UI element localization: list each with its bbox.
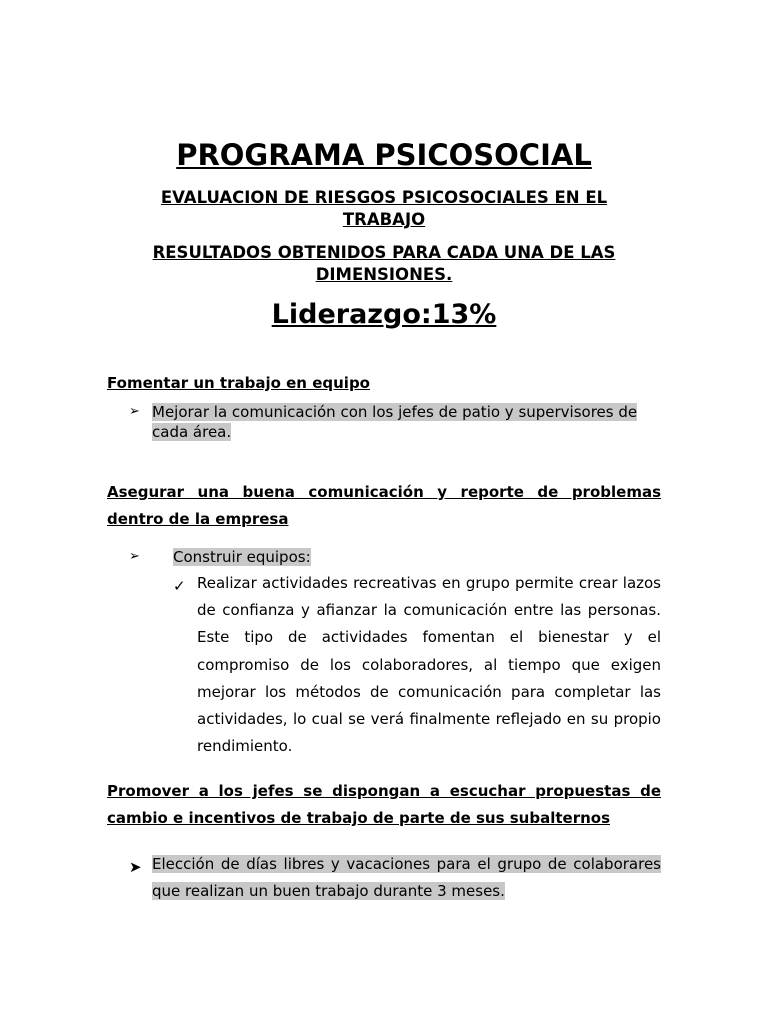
bullet-days-off-text: Elección de días libres y vacaciones para el grupo de colaborares que realizan un buen trabajo durante 3 meses.: [152, 855, 661, 900]
bullet-days-off: [152, 851, 661, 905]
checkmark-icon: ✓: [173, 577, 186, 595]
dimension-heading: Liderazgo:13%: [271, 299, 497, 330]
arrowhead-bullet-icon: ➢: [129, 549, 140, 564]
section-heading-communication: Asegurar una buena comunicación y reporte de problemas dentro de la empresa: [107, 483, 661, 528]
arrowhead-bullet-icon: ➢: [129, 404, 140, 419]
bullet-communication-text: Mejorar la comunicación con los jefes de patio y supervisores de cada área.: [152, 403, 638, 441]
arrowhead-bullet-icon: ➤: [129, 858, 142, 876]
subtitle-evaluation: EVALUACION DE RIESGOS PSICOSOCIALES EN EL TRABAJO: [160, 188, 608, 229]
section-heading-teamwork: Fomentar un trabajo en equipo: [107, 374, 370, 392]
subtitle-results: RESULTADOS OBTENIDOS PARA CADA UNA DE LAS DIMENSIONES.: [152, 243, 616, 284]
bullet-communication: [152, 402, 652, 442]
page-title: PROGRAMA PSICOSOCIAL: [176, 138, 592, 172]
bullet-build-teams-text: Construir equipos:: [173, 548, 311, 566]
bullet-build-teams: [173, 547, 311, 567]
section-heading-listen-proposals: Promover a los jefes se dispongan a escuchar propuestas de cambio e incentivos de trabajo de parte de sus subalternos: [107, 782, 661, 827]
sub-bullet-activities: Realizar actividades recreativas en grupo permite crear lazos de confianza y afianzar la comunicación entre las personas. Este tipo de actividades fomentan el bienestar y el compromiso de los colaboradores, al tiempo que exigen mejorar los métodos de comunicación para completar las actividades, lo cual se verá finalmente reflejado en su propio rendimiento.: [197, 574, 661, 756]
